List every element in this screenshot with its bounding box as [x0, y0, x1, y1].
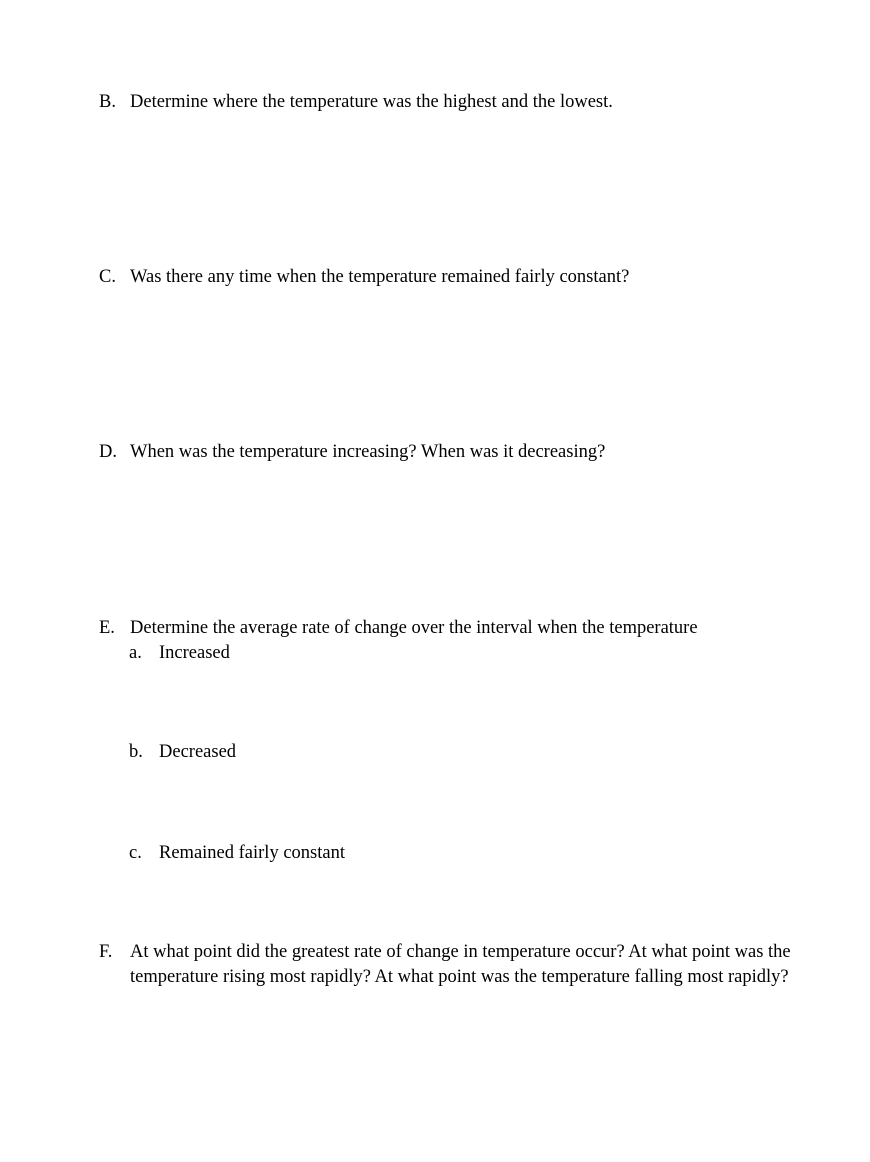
question-e-sub-c — [129, 841, 729, 866]
question-c — [99, 265, 829, 290]
sub-c-text: Remained fairly constant — [159, 843, 345, 863]
question-b-letter: B. — [99, 92, 116, 112]
question-e-letter: E. — [99, 618, 115, 638]
question-e-text: Determine the average rate of change over the interval when the temperature — [130, 618, 698, 638]
question-d-text: When was the temperature increasing? When was it decreasing? — [130, 442, 606, 462]
sub-b-letter: b. — [129, 742, 143, 762]
sub-b-text: Decreased — [159, 742, 237, 762]
sub-a-letter: a. — [129, 643, 142, 663]
question-e — [99, 616, 829, 641]
question-c-text: Was there any time when the temperature remained fairly constant? — [130, 267, 630, 287]
question-d-letter: D. — [99, 442, 117, 462]
question-c-letter: C. — [99, 267, 116, 287]
sub-a-text: Increased — [159, 643, 230, 663]
question-b-text: Determine where the temperature was the highest and the lowest. — [130, 92, 613, 112]
sub-c-letter: c. — [129, 843, 142, 863]
question-f — [99, 940, 829, 990]
question-f-letter: F. — [99, 942, 113, 962]
question-e-sub-b — [129, 740, 729, 765]
question-d — [99, 440, 829, 465]
question-e-sub-a — [129, 641, 729, 666]
question-f-text: At what point did the greatest rate of change in temperature occur? At what point was the temperature rising most rapidly? At what point was the temperature falling most rapidly? — [130, 942, 791, 987]
question-b — [99, 90, 829, 115]
